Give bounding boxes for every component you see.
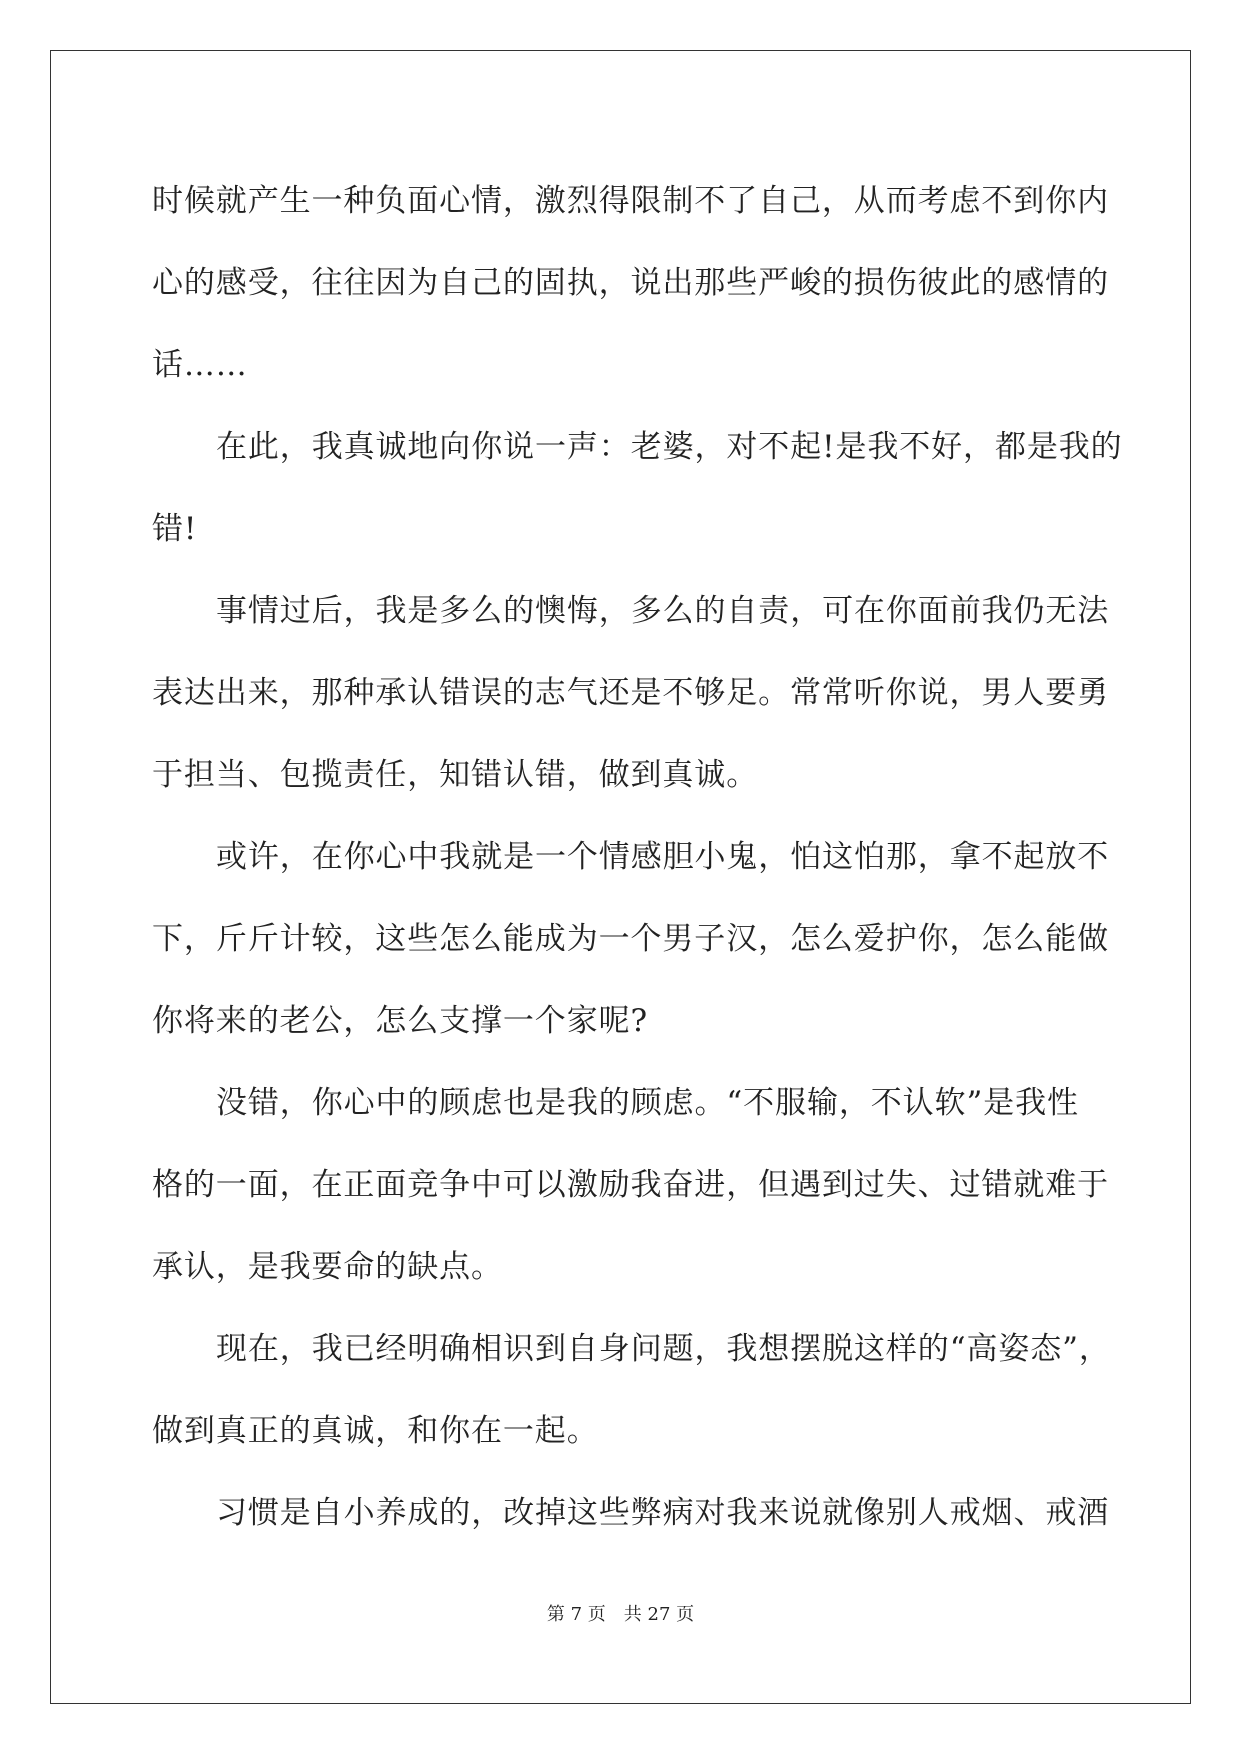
text-line: 下，斤斤计较，这些怎么能成为一个男子汉，怎么爱护你，怎么能做 xyxy=(152,921,1109,957)
text-line: 在此，我真诚地向你说一声：老婆，对不起!是我不好，都是我的 xyxy=(216,429,1123,465)
text-line: 做到真正的真诚，和你在一起。 xyxy=(152,1413,599,1449)
document-body xyxy=(152,160,1123,1554)
text-line: 或许，在你心中我就是一个情感胆小鬼，怕这怕那，拿不起放不 xyxy=(216,839,1110,875)
text-line: 没错，你心中的顾虑也是我的顾虑。“不服输，不认软”是我性 xyxy=(216,1085,1079,1121)
text-line: 承认，是我要命的缺点。 xyxy=(152,1249,503,1285)
text-line: 话…… xyxy=(152,347,248,383)
page-total: 共 27 页 xyxy=(623,1604,695,1625)
text-line: 你将来的老公，怎么支撑一个家呢? xyxy=(152,1003,649,1039)
page-number: 第 7 页 xyxy=(546,1604,606,1625)
text-line: 事情过后，我是多么的懊悔，多么的自责，可在你面前我仍无法 xyxy=(216,593,1110,629)
text-line: 错! xyxy=(152,511,198,547)
page-footer xyxy=(0,1603,1241,1627)
text-line: 于担当、包揽责任，知错认错，做到真诚。 xyxy=(152,757,759,793)
text-line: 习惯是自小养成的，改掉这些弊病对我来说就像别人戒烟、戒酒 xyxy=(216,1495,1110,1531)
text-line: 表达出来，那种承认错误的志气还是不够足。常常听你说，男人要勇 xyxy=(152,675,1109,711)
text-line: 心的感受，往往因为自己的固执，说出那些严峻的损伤彼此的感情的 xyxy=(152,265,1109,301)
text-line: 时候就产生一种负面心情，激烈得限制不了自己，从而考虑不到你内 xyxy=(152,183,1109,219)
text-line: 格的一面，在正面竞争中可以激励我奋进，但遇到过失、过错就难于 xyxy=(152,1167,1109,1203)
text-line: 现在，我已经明确相识到自身问题，我想摆脱这样的“高姿态”， xyxy=(216,1331,1111,1367)
